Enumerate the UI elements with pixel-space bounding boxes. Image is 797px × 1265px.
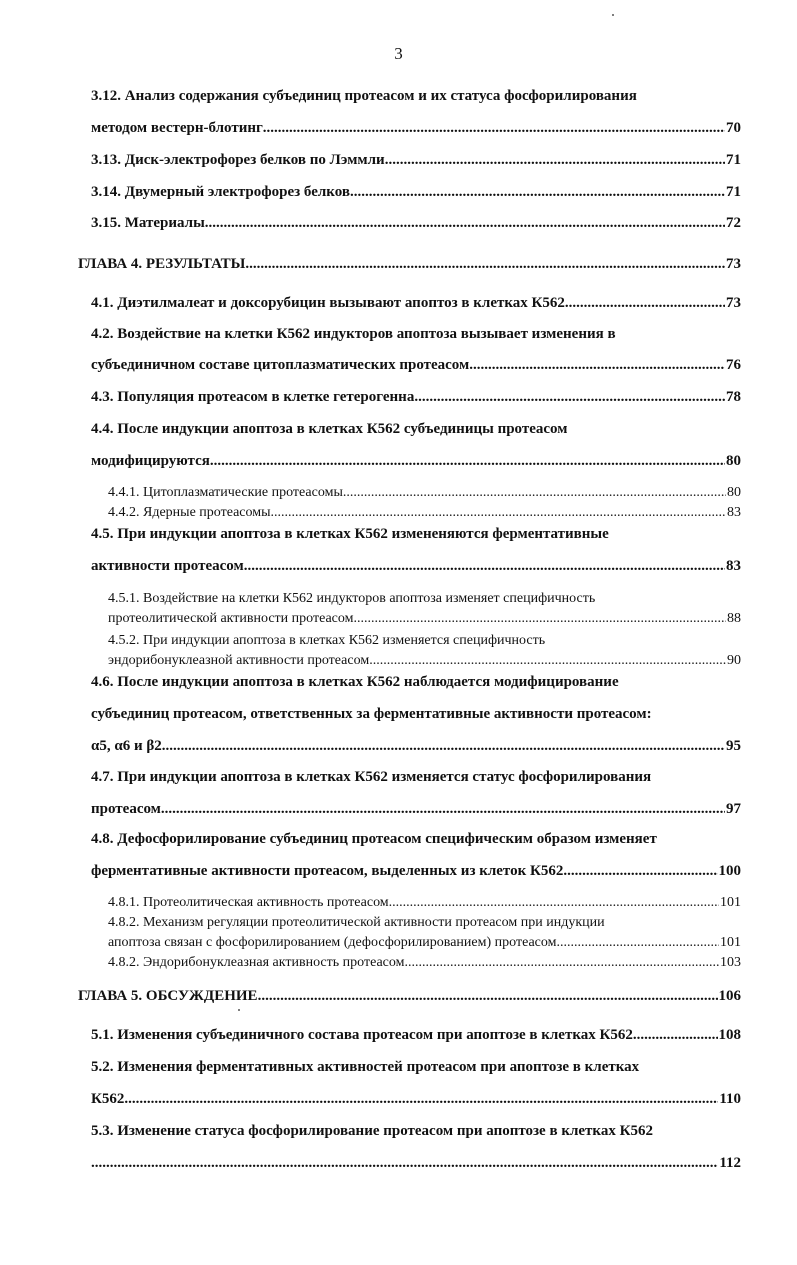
- toc-page-number: 73: [726, 295, 741, 311]
- toc-entry-4-1[interactable]: [91, 295, 741, 312]
- page-number: 3: [394, 44, 403, 63]
- toc-page-number: 90: [727, 653, 741, 668]
- scan-speck: [238, 1009, 240, 1011]
- leader-dots: [343, 485, 726, 501]
- leader-dots: [210, 453, 725, 470]
- leader-dots: [258, 988, 718, 1005]
- leader-dots: [350, 184, 725, 201]
- toc-page-number: 108: [718, 1027, 741, 1043]
- toc-4-5-line1: 4.5. При индукции апоптоза в клетках К562 измененяются ферментативные: [91, 526, 609, 542]
- toc-5-2-line1: 5.2. Изменения ферментативных активностей протеасом при апоптозе в клетках: [91, 1059, 640, 1075]
- toc-page-number: 72: [726, 215, 741, 231]
- toc-page-number: 71: [726, 152, 741, 168]
- leader-dots: [161, 801, 725, 818]
- toc-5-3-line1: 5.3. Изменение статуса фосфорилирование протеасом при апоптозе в клетках К562: [91, 1123, 653, 1139]
- toc-4-7-line1: 4.7. При индукции апоптоза в клетках К562 изменяется статус фосфорилирования: [91, 769, 652, 785]
- toc-page-number: 97: [726, 801, 741, 817]
- toc-page-number: 106: [718, 988, 741, 1004]
- toc-entry-4-4-2[interactable]: [108, 505, 741, 521]
- leader-dots: [563, 863, 717, 880]
- toc-entry-4-4-1[interactable]: [108, 485, 741, 501]
- toc-chapter-4[interactable]: [78, 256, 741, 273]
- toc-page-number: 71: [726, 184, 741, 200]
- toc-3-12-line1: 3.12. Анализ содержания субъединиц протеасом и их статуса фосфорилирования: [91, 88, 637, 104]
- toc-page-number: 100: [718, 863, 741, 879]
- toc-entry-title: 4.4.2. Ядерные протеасомы: [108, 505, 271, 520]
- toc-entry-4-8-2a[interactable]: [108, 935, 741, 951]
- toc-entry-title: 4.8.2. Эндорибонуклеазная активность протеасом: [108, 955, 405, 970]
- toc-entry-title: 4.1. Диэтилмалеат и доксорубицин вызывают апоптоз в клетках К562: [91, 295, 565, 311]
- toc-entry-title: протеолитической активности протеасом: [108, 611, 354, 626]
- toc-entry-5-3[interactable]: [91, 1155, 741, 1172]
- toc-4-8-line1: 4.8. Дефосфорилирование субъединиц протеасом специфическим образом изменяет: [91, 831, 657, 847]
- leader-dots: [414, 389, 725, 406]
- scan-speck: [612, 14, 614, 16]
- toc-page-number: 101: [720, 895, 741, 910]
- leader-dots: [354, 611, 727, 627]
- toc-entry-title: 5.1. Изменения субъединичного состава протеасом при апоптозе в клетках К562: [91, 1027, 633, 1043]
- toc-page-number: 80: [726, 453, 741, 469]
- toc-entry-3-13[interactable]: [91, 152, 741, 169]
- toc-entry-4-2[interactable]: [91, 357, 741, 374]
- toc-page-number: 80: [727, 485, 741, 500]
- toc-entry-title: 4.8.1. Протеолитическая активность протеасом: [108, 895, 389, 910]
- toc-page-number: 101: [720, 935, 741, 950]
- toc-entry-4-8-1[interactable]: [108, 895, 741, 911]
- toc-entry-title: ГЛАВА 5. ОБСУЖДЕНИЕ: [78, 988, 258, 1004]
- toc-page-number: 95: [726, 738, 741, 754]
- toc-entry-title: 3.13. Диск-электрофорез белков по Лэммли: [91, 152, 385, 168]
- toc-entry-title: протеасом: [91, 801, 161, 817]
- toc-entry-4-8-2b[interactable]: [108, 955, 741, 971]
- toc-page-number: 110: [719, 1091, 741, 1107]
- toc-entry-title: α5, α6 и β2: [91, 738, 162, 754]
- leader-dots: [404, 955, 719, 971]
- toc-page-number: 83: [726, 558, 741, 574]
- toc-entry-title: К562: [91, 1091, 125, 1107]
- toc-entry-5-1[interactable]: [91, 1027, 741, 1044]
- toc-page-number: 83: [727, 505, 741, 520]
- toc-page-number: 112: [719, 1155, 741, 1171]
- toc-entry-title: активности протеасом: [91, 558, 244, 574]
- toc-entry-5-2[interactable]: [91, 1091, 741, 1108]
- leader-dots: [91, 1155, 718, 1172]
- toc-entry-title: 3.15. Материалы: [91, 215, 205, 231]
- toc-entry-4-7[interactable]: [91, 801, 741, 818]
- toc-page-number: 73: [726, 256, 741, 272]
- leader-dots: [565, 295, 725, 312]
- leader-dots: [389, 895, 719, 911]
- leader-dots: [205, 215, 725, 232]
- toc-page-number: 103: [720, 955, 741, 970]
- toc-entry-title: 4.3. Популяция протеасом в клетке гетерогенна: [91, 389, 415, 405]
- toc-entry-4-5-1[interactable]: [108, 611, 741, 627]
- toc-4-6-line2: субъединиц протеасом, ответственных за ферментативные активности протеасом:: [91, 706, 652, 722]
- leader-dots: [385, 152, 725, 169]
- toc-entry-title: 4.4.1. Цитоплазматические протеасомы: [108, 485, 343, 500]
- toc-4-6-line1: 4.6. После индукции апоптоза в клетках К562 наблюдается модифицирование: [91, 674, 619, 690]
- leader-dots: [369, 653, 726, 669]
- toc-entry-4-4[interactable]: [91, 453, 741, 470]
- leader-dots: [556, 935, 719, 951]
- toc-entry-4-8[interactable]: [91, 863, 741, 880]
- toc-page-number: 88: [727, 611, 741, 626]
- toc-entry-4-3[interactable]: [91, 389, 741, 406]
- toc-4-2-line1: 4.2. Воздействие на клетки К562 индукторов апоптоза вызывает изменения в: [91, 326, 616, 342]
- toc-page-number: 78: [726, 389, 741, 405]
- toc-entry-4-5-2[interactable]: [108, 653, 741, 669]
- leader-dots: [271, 505, 726, 521]
- toc-4-4-line1: 4.4. После индукции апоптоза в клетках К562 субъединицы протеасом: [91, 421, 568, 437]
- toc-4-8-2a-line1: 4.8.2. Механизм регуляции протеолитической активности протеасом при индукции: [108, 915, 605, 930]
- toc-page-number: 70: [726, 120, 741, 136]
- toc-entry-title: модифицируются: [91, 453, 210, 469]
- leader-dots: [245, 256, 725, 273]
- leader-dots: [469, 357, 725, 374]
- leader-dots: [124, 1091, 718, 1108]
- leader-dots: [633, 1027, 718, 1044]
- toc-entry-title: субъединичном составе цитоплазматических протеасом: [91, 357, 470, 373]
- toc-entry-3-12[interactable]: [91, 120, 741, 137]
- toc-entry-title: ГЛАВА 4. РЕЗУЛЬТАТЫ: [78, 256, 246, 272]
- toc-entry-title: методом вестерн-блотинг: [91, 120, 263, 136]
- toc-entry-3-15[interactable]: [91, 215, 741, 232]
- toc-entry-title: апоптоза связан с фосфорилированием (дефосфорилированием) протеасом: [108, 935, 557, 950]
- toc-4-5-2-line1: 4.5.2. При индукции апоптоза в клетках К562 изменяется специфичность: [108, 633, 546, 648]
- leader-dots: [162, 738, 725, 755]
- toc-entry-4-5[interactable]: [91, 558, 741, 575]
- toc-chapter-5[interactable]: [78, 988, 741, 1005]
- toc-entry-title: эндорибонуклеазной активности протеасом: [108, 653, 370, 668]
- leader-dots: [263, 120, 725, 137]
- toc-entry-3-14[interactable]: [91, 184, 741, 201]
- leader-dots: [244, 558, 725, 575]
- toc-entry-4-6[interactable]: [91, 738, 741, 755]
- toc-entry-title: 3.14. Двумерный электрофорез белков: [91, 184, 350, 200]
- toc-4-5-1-line1: 4.5.1. Воздействие на клетки К562 индукторов апоптоза изменяет специфичность: [108, 591, 596, 606]
- toc-entry-title: ферментативные активности протеасом, выделенных из клеток К562: [91, 863, 564, 879]
- toc-page-number: 76: [726, 357, 741, 373]
